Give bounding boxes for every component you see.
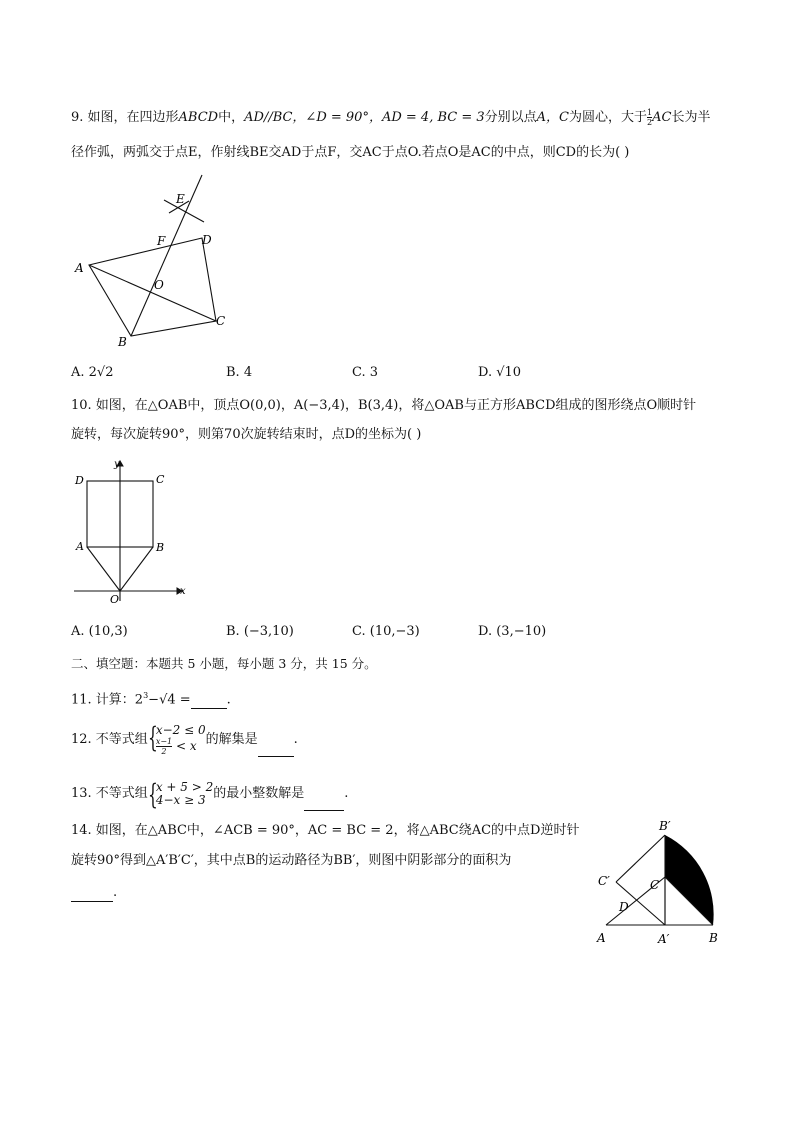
q10-label-C: C (156, 473, 165, 486)
q14-line3 (71, 884, 117, 902)
q9-text: 9. 如图，在四边形 (71, 110, 179, 125)
q12-end: . (293, 732, 298, 747)
q12-answer-blank[interactable] (258, 734, 294, 757)
q11-end: . (226, 692, 231, 708)
q13 (71, 777, 348, 811)
q12 (71, 720, 298, 757)
q12-prefix: 12. 不等式组 (71, 732, 148, 747)
q14-label-Cp: C′ (598, 874, 610, 888)
q10-line1: 10. 如图，在△OAB中，顶点O(0,0)，A(−3,4)，B(3,4)，将△OAB与正方形ABCD组成的图形绕点O顺时针 (71, 398, 697, 413)
q14-line2: 旋转90°得到△A′B′C′，其中点B的运动路径为BB′，则图中阴影部分的面积为 (71, 853, 512, 868)
q13-system: { x + 5 > 2 4−x ≥ 3 (147, 777, 214, 811)
q14-label-C: C (650, 878, 660, 892)
q14-label-D: D (619, 900, 629, 914)
q12-suffix: 的解集是 (205, 732, 258, 747)
q9-text: 中， (218, 110, 245, 125)
q12-row1: x−2 ≤ 0 (155, 722, 206, 737)
q10-option-b[interactable]: B. (−3,10) (226, 624, 294, 639)
q9-text: AD//BC，∠D = 90°，AD = 4, BC = 3 (244, 110, 485, 125)
q9-option-b[interactable]: B. 4 (226, 365, 253, 380)
q10-side-oa (87, 547, 120, 591)
section-title-fill-in: 二、填空题：本题共 5 小题，每小题 3 分，共 15 分。 (71, 656, 377, 671)
q9-text: ABCD (178, 110, 219, 125)
q10-label-y: y (114, 459, 120, 470)
q9-figure (66, 170, 236, 355)
q13-row1: x + 5 > 2 (155, 779, 214, 794)
q9-option-d[interactable]: D. √10 (478, 365, 522, 380)
q9-line2: 径作弧，两弧交于点E，作射线BE交AD于点F，交AC于点O.若点O是AC的中点，则CD的长为( ) (71, 145, 630, 160)
q9-fraction: $\frac{1}{2}$ (647, 108, 653, 127)
q9-option-c[interactable]: C. 3 (352, 365, 379, 380)
q9-label-F: F (157, 234, 166, 248)
q14-label-Ap: A′ (658, 932, 670, 946)
q13-prefix: 13. 不等式组 (71, 786, 148, 801)
q9-text: 为圆心，大于 (569, 110, 648, 125)
q10-label-O: O (110, 593, 120, 606)
q10-figure (70, 455, 200, 610)
q9-label-E: E (176, 192, 185, 206)
q11-rest: −√4 = (148, 692, 191, 708)
q11 (71, 687, 231, 709)
q10-option-d[interactable]: D. (3,−10) (478, 624, 547, 639)
q14-figure (592, 815, 727, 950)
q9-text: AC (652, 110, 672, 125)
q14-answer-blank[interactable] (71, 887, 113, 902)
q11-exponent: 3 (143, 691, 149, 700)
q14-shaded-region (665, 835, 714, 925)
q14-end: . (113, 885, 118, 900)
q10-label-x: x (180, 586, 186, 597)
q9-label-O: O (154, 278, 164, 292)
q11-answer-blank[interactable] (191, 694, 227, 709)
q14-line-bpcp (616, 835, 665, 882)
q10-option-c[interactable]: C. (10,−3) (352, 624, 420, 639)
q12-fraction: $\frac{x-1}{2}$ (155, 736, 173, 756)
q9-label-D: D (202, 233, 212, 247)
q13-answer-blank[interactable] (304, 788, 344, 811)
q9-text: A，C (536, 110, 569, 125)
q14-label-A: A (597, 931, 606, 945)
q14-label-Bp: B′ (659, 819, 671, 833)
q9-text: 分别以点 (484, 110, 537, 125)
q12-system: { x−2 ≤ 0 $\frac{x-1}{2}$ < x (147, 720, 206, 756)
q9-ray-be (131, 175, 202, 336)
q9-label-A: A (75, 261, 84, 275)
q10-line2: 旋转，每次旋转90°，则第70次旋转结束时，点D的坐标为( ) (71, 427, 422, 442)
q10-option-a[interactable]: A. (10,3) (71, 624, 128, 639)
q13-suffix: 的最小整数解是 (213, 786, 305, 801)
q13-row2: 4−x ≥ 3 (155, 792, 206, 807)
q11-prefix: 11. 计算：2 (71, 692, 144, 708)
q14-label-B: B (709, 931, 718, 945)
q10-label-B: B (156, 541, 165, 554)
q10-side-ob (120, 547, 153, 591)
q9-option-a[interactable]: A. 2√2 (71, 365, 114, 380)
q14-line1: 14. 如图，在△ABC中，∠ACB = 90°，AC = BC = 2，将△ABC绕AC的中点D逆时针 (71, 823, 580, 838)
q9-diagonal-ac (89, 265, 216, 321)
q10-label-A: A (76, 540, 84, 553)
q13-end: . (344, 786, 349, 801)
q9-label-B: B (118, 335, 127, 349)
q9-text: 长为半 (671, 110, 711, 125)
q10-label-D: D (75, 474, 84, 487)
q12-row2-rest: < x (175, 738, 197, 753)
q9-label-C: C (216, 314, 226, 328)
q9-line1 (71, 108, 710, 127)
